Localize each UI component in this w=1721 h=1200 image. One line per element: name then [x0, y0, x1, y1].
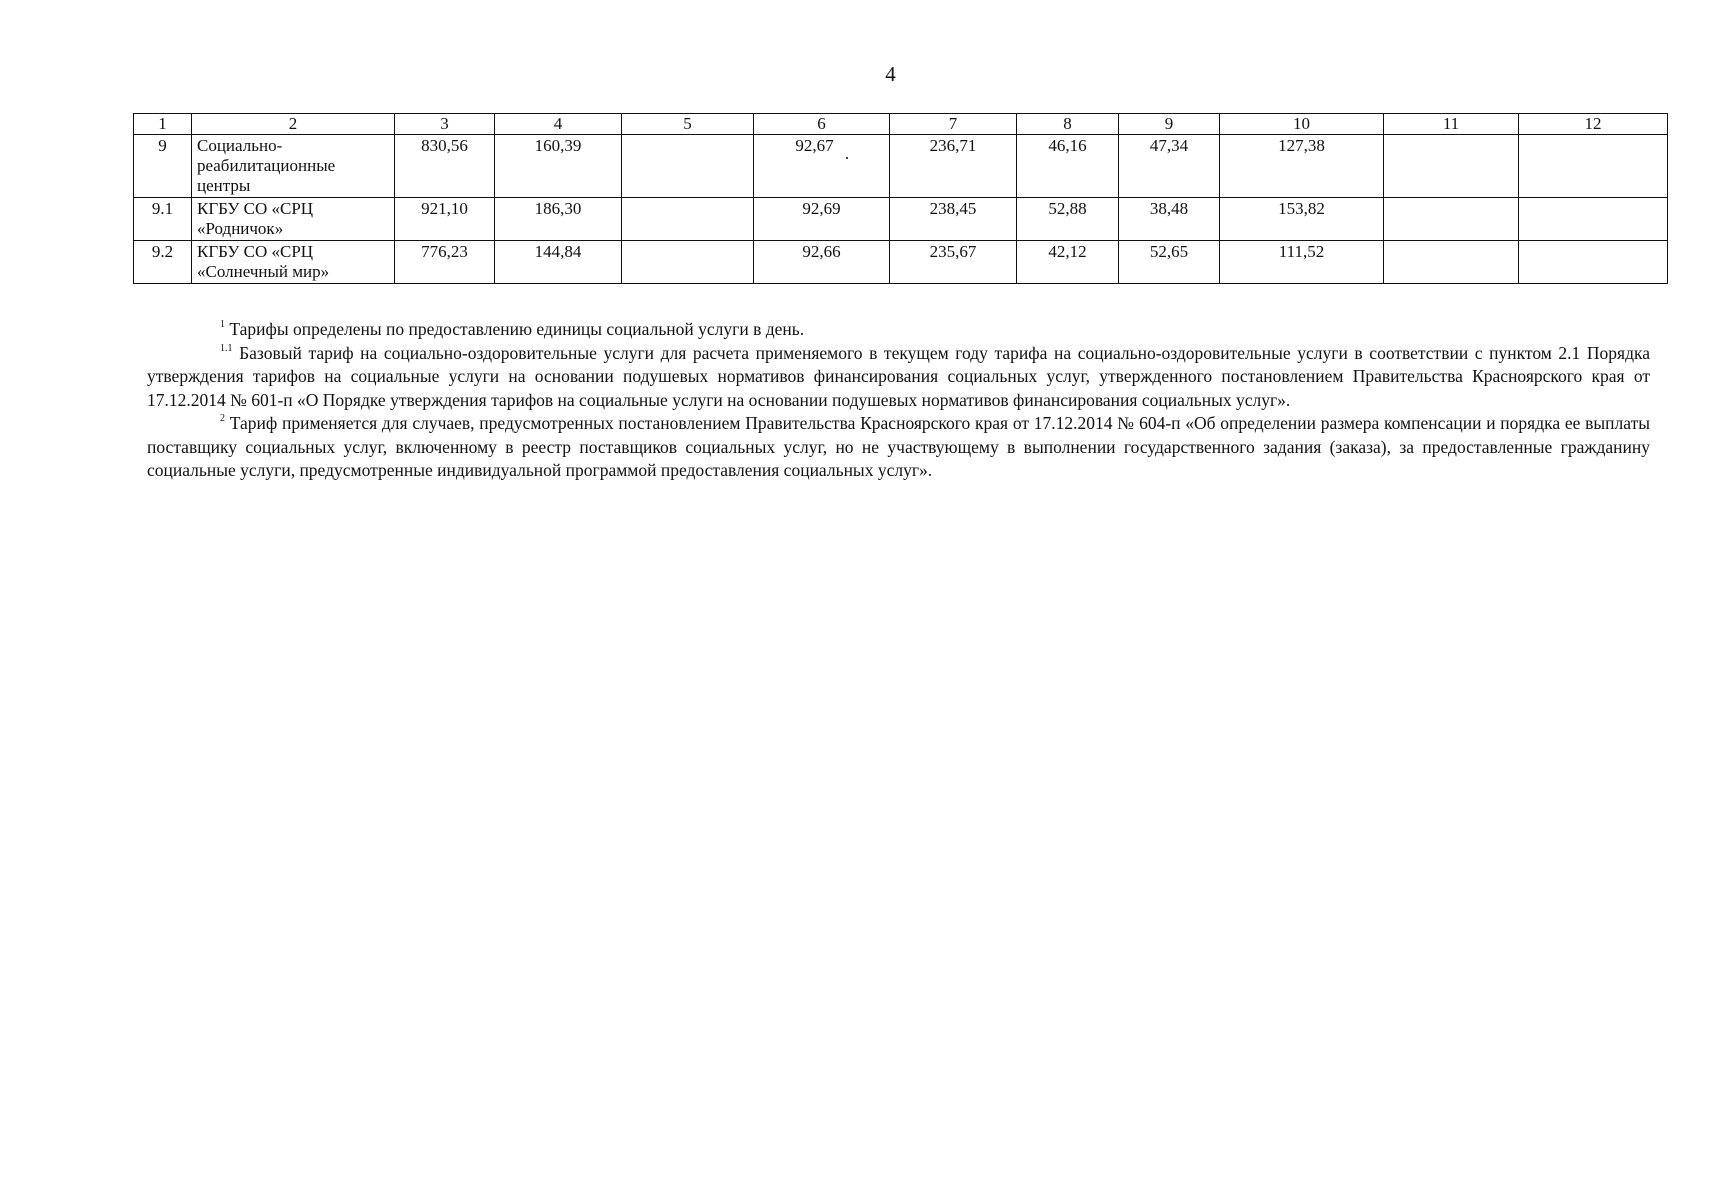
footnote-text: Базовый тариф на социально-оздоровительные услуги для расчета применяемого в текущем году тарифа на социально-оздоровительные услуги в соответствии с пунктом 2.1 Порядка утверждения тарифов на социальные услуги на основании подушевых нормативов финансирования социальных услуг, утвержденного постановлением Правительства Красноярского края от 17.12.2014 № 601-п «О Порядке утверждения тарифов на социальные услуги на основании подушевых нормативов финансирования социальных услуг». — [147, 342, 1650, 410]
footnotes — [147, 318, 1650, 483]
cell-col4: 186,30 — [495, 198, 622, 241]
cell-col11 — [1384, 135, 1519, 198]
name-line: центры — [197, 176, 251, 195]
cell-col5 — [622, 241, 754, 284]
cell-col6: 92,66 — [754, 241, 890, 284]
column-number: 4 — [495, 114, 622, 135]
cell-col7: 235,67 — [890, 241, 1017, 284]
cell-col6: 92,69 — [754, 198, 890, 241]
scan-dot — [846, 157, 848, 159]
column-number: 10 — [1220, 114, 1384, 135]
cell-col7: 238,45 — [890, 198, 1017, 241]
name-line: Социально- — [197, 136, 283, 155]
column-number: 5 — [622, 114, 754, 135]
column-number: 8 — [1017, 114, 1119, 135]
name-line: «Родничок» — [197, 219, 284, 238]
column-number-row — [134, 114, 1668, 135]
cell-col4: 144,84 — [495, 241, 622, 284]
row-number: 9.1 — [134, 198, 192, 241]
cell-col4: 160,39 — [495, 135, 622, 198]
cell-col12 — [1519, 198, 1668, 241]
table-row — [134, 135, 1668, 198]
cell-col8: 42,12 — [1017, 241, 1119, 284]
institution-name — [192, 135, 395, 198]
cell-col8: 52,88 — [1017, 198, 1119, 241]
cell-col11 — [1384, 241, 1519, 284]
footnote-mark: 1.1 — [220, 342, 233, 354]
column-number: 9 — [1119, 114, 1220, 135]
cell-col12 — [1519, 241, 1668, 284]
footnote — [147, 318, 1650, 342]
column-number: 7 — [890, 114, 1017, 135]
row-number: 9 — [134, 135, 192, 198]
page-number: 4 — [885, 62, 896, 86]
row-number: 9.2 — [134, 241, 192, 284]
cell-col6-value: 92,67 — [795, 136, 834, 155]
cell-col12 — [1519, 135, 1668, 198]
name-line: КГБУ СО «СРЦ — [197, 199, 314, 218]
column-number: 2 — [192, 114, 395, 135]
cell-col11 — [1384, 198, 1519, 241]
footnote-mark: 1 — [220, 319, 225, 330]
cell-col6 — [754, 135, 890, 198]
cell-col9: 47,34 — [1119, 135, 1220, 198]
institution-name — [192, 241, 395, 284]
cell-col10: 111,52 — [1220, 241, 1384, 284]
name-line: «Солнечный мир» — [197, 262, 330, 281]
cell-col7: 236,71 — [890, 135, 1017, 198]
name-line: КГБУ СО «СРЦ — [197, 242, 314, 261]
cell-col3: 921,10 — [395, 198, 495, 241]
column-number: 11 — [1384, 114, 1519, 135]
footnote-text: Тарифы определены по предоставлению единицы социальной услуги в день. — [229, 319, 805, 339]
footnote — [147, 342, 1650, 413]
table-row — [134, 241, 1668, 284]
column-number: 1 — [134, 114, 192, 135]
cell-col5 — [622, 135, 754, 198]
footnote-text: Тариф применяется для случаев, предусмотренных постановлением Правительства Красноярского края от 17.12.2014 № 604-п «Об определении размера компенсации и порядка ее выплаты поставщику социальных услуг, включенному в реестр поставщиков социальных услуг, но не участвующему в выполнении государственного задания (заказа), за предоставленные гражданину социальные услуги, предусмотренные индивидуальной программой предоставления социальных услуг». — [147, 413, 1650, 480]
cell-col10: 127,38 — [1220, 135, 1384, 198]
column-number: 12 — [1519, 114, 1668, 135]
cell-col3: 776,23 — [395, 241, 495, 284]
cell-col3: 830,56 — [395, 135, 495, 198]
cell-col8: 46,16 — [1017, 135, 1119, 198]
table-row — [134, 198, 1668, 241]
tariff-table — [133, 113, 1668, 284]
footnote — [147, 412, 1650, 483]
cell-col9: 38,48 — [1119, 198, 1220, 241]
column-number: 6 — [754, 114, 890, 135]
footnote-mark: 2 — [220, 413, 225, 424]
institution-name — [192, 198, 395, 241]
column-number: 3 — [395, 114, 495, 135]
cell-col9: 52,65 — [1119, 241, 1220, 284]
cell-col10: 153,82 — [1220, 198, 1384, 241]
name-line: реабилитационные — [197, 156, 336, 175]
cell-col5 — [622, 198, 754, 241]
